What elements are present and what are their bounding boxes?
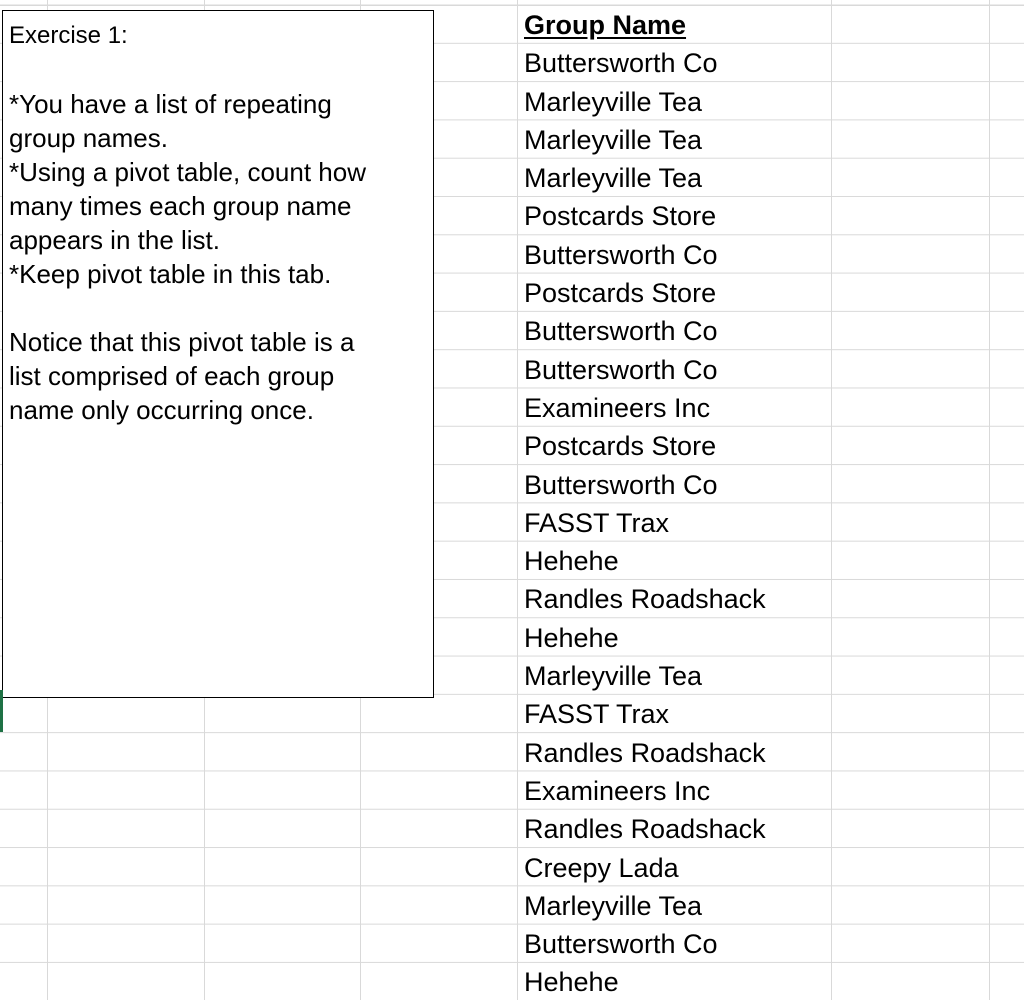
exercise-title: Exercise 1: (9, 22, 128, 49)
selected-cell-marker (0, 690, 3, 732)
group-name-column (518, 6, 831, 1002)
group-name-cell[interactable]: Hehehe (524, 546, 619, 577)
group-name-cell[interactable]: Buttersworth Co (524, 929, 718, 960)
group-name-cell[interactable]: Examineers Inc (524, 775, 711, 806)
instruction-note: Notice that this pivot table is a list comprised of each group name only occurring once. (9, 327, 355, 425)
group-name-cell[interactable]: Marleyville Tea (524, 86, 703, 117)
group-name-cell[interactable]: Buttersworth Co (524, 354, 718, 385)
instruction-bullet-1: *You have a list of repeating group names. (9, 89, 332, 153)
group-name-cell[interactable]: Postcards Store (524, 431, 717, 462)
group-name-cell[interactable]: Marleyville Tea (524, 661, 703, 692)
instruction-bullet-2: *Using a pivot table, count how many times each group name appears in the list. (9, 157, 366, 255)
group-name-cell[interactable]: Buttersworth Co (524, 469, 718, 500)
group-name-cell[interactable]: FASST Trax (524, 507, 670, 538)
group-name-cell[interactable]: Randles Roadshack (524, 584, 766, 615)
group-name-cell[interactable]: Buttersworth Co (524, 48, 718, 79)
group-name-cell[interactable]: Marleyville Tea (524, 124, 703, 155)
instruction-bullet-3: *Keep pivot table in this tab. (9, 259, 332, 289)
column-header-group-name[interactable]: Group Name (524, 10, 687, 40)
group-name-cell[interactable]: Randles Roadshack (524, 737, 766, 768)
group-name-cell[interactable]: Examineers Inc (524, 392, 711, 423)
instructions-textbox[interactable] (2, 10, 434, 698)
group-name-cell[interactable]: Hehehe (524, 622, 619, 653)
group-name-cell[interactable]: Buttersworth Co (524, 239, 718, 270)
group-name-cell[interactable]: FASST Trax (524, 699, 670, 730)
group-name-cell[interactable]: Postcards Store (524, 278, 717, 309)
group-name-cell[interactable]: Postcards Store (524, 201, 717, 232)
group-name-cell[interactable]: Marleyville Tea (524, 890, 703, 921)
group-name-cell[interactable]: Creepy Lada (524, 852, 679, 883)
group-name-cell[interactable]: Marleyville Tea (524, 163, 703, 194)
grid-top-border (0, 5, 1024, 6)
group-name-cell[interactable]: Randles Roadshack (524, 814, 766, 845)
spacer (9, 291, 427, 325)
group-name-rows (518, 44, 831, 1001)
group-name-cell[interactable]: Hehehe (524, 967, 619, 998)
spacer (9, 53, 427, 87)
group-name-cell[interactable]: Buttersworth Co (524, 316, 718, 347)
